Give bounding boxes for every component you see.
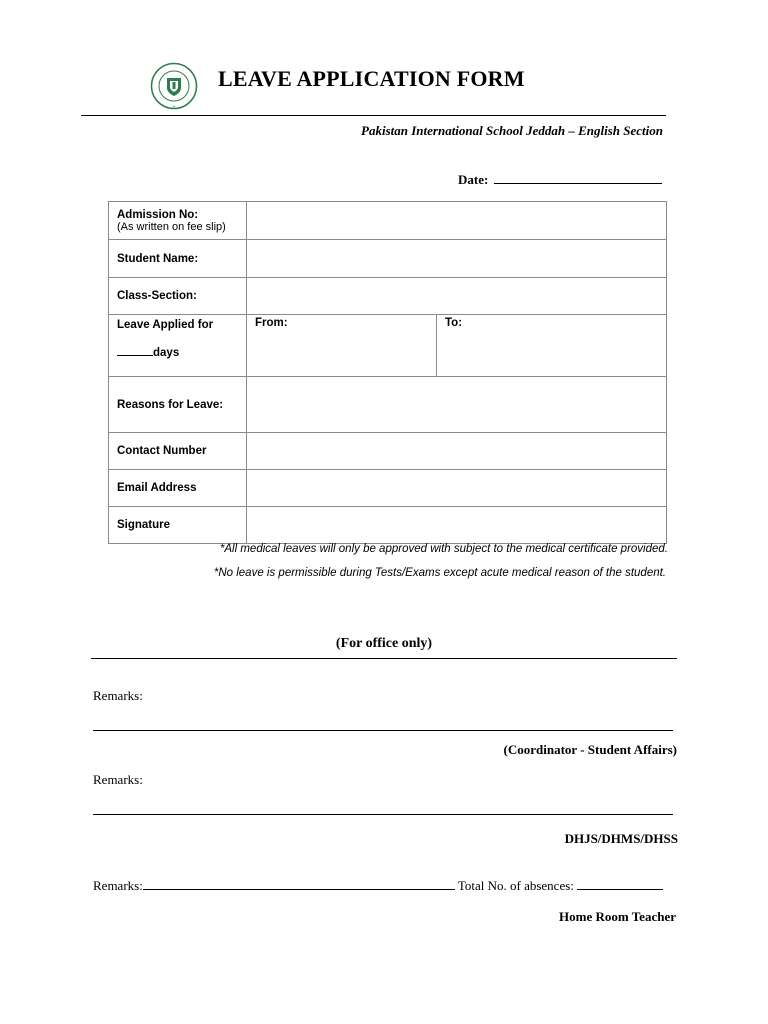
remarks-label-1: Remarks: [93, 688, 143, 703]
svg-text:★: ★ [172, 104, 176, 109]
student-name-label: Student Name: [109, 240, 247, 278]
reasons-label: Reasons for Leave: [109, 377, 247, 433]
leave-dates-cell [247, 315, 667, 377]
dhss-label: DHJS/DHMS/DHSS [564, 831, 678, 846]
remarks-label-2: Remarks: [93, 772, 143, 787]
leave-applied-label: Leave Applied for [117, 319, 214, 331]
days-label: days [153, 347, 180, 359]
student-name-field[interactable] [247, 240, 667, 278]
school-name: Pakistan International School Jeddah – English Section [361, 123, 663, 138]
admission-label-cell [109, 202, 247, 240]
remarks-row-3 [93, 877, 663, 894]
coordinator-label: (Coordinator - Student Affairs) [503, 742, 677, 757]
medical-note: *All medical leaves will only be approved with subject to the medical certificate provided. [219, 543, 668, 555]
remarks-line-3[interactable] [143, 877, 455, 890]
exam-note: *No leave is permissible during Tests/Exams except acute medical reason of the student. [213, 567, 666, 579]
reasons-field[interactable] [247, 377, 667, 433]
days-blank[interactable] [117, 345, 153, 356]
leave-form-table [108, 201, 667, 544]
signature-field[interactable] [247, 507, 667, 544]
to-label: To: [445, 317, 463, 329]
admission-label: Admission No: [117, 208, 199, 221]
form-title: LEAVE APPLICATION FORM [218, 66, 525, 91]
admission-sub-label: (As written on fee slip) [117, 220, 226, 233]
absences-label: Total No. of absences: [457, 878, 574, 893]
email-label: Email Address [109, 470, 247, 507]
date-row [458, 171, 662, 188]
email-field[interactable] [247, 470, 667, 507]
signature-label: Signature [109, 507, 247, 544]
contact-field[interactable] [247, 433, 667, 470]
remarks-label-3: Remarks: [93, 878, 143, 893]
absences-blank[interactable] [577, 877, 663, 890]
remarks-line-2[interactable] [93, 814, 673, 815]
office-divider [91, 658, 677, 659]
office-heading: (For office only) [335, 636, 433, 651]
class-section-field[interactable] [247, 278, 667, 315]
remarks-line-1[interactable] [93, 730, 673, 731]
admission-field[interactable] [247, 202, 667, 240]
date-blank[interactable] [494, 171, 662, 184]
from-field[interactable] [247, 315, 437, 376]
class-section-label: Class-Section: [109, 278, 247, 315]
school-logo [150, 62, 198, 110]
date-label: Date: [458, 172, 489, 187]
title-divider [81, 115, 666, 116]
to-field[interactable] [437, 315, 462, 376]
leave-applied-cell [109, 315, 247, 377]
home-room-teacher-label: Home Room Teacher [559, 909, 676, 924]
from-label: From: [255, 317, 288, 329]
contact-label: Contact Number [109, 433, 247, 470]
